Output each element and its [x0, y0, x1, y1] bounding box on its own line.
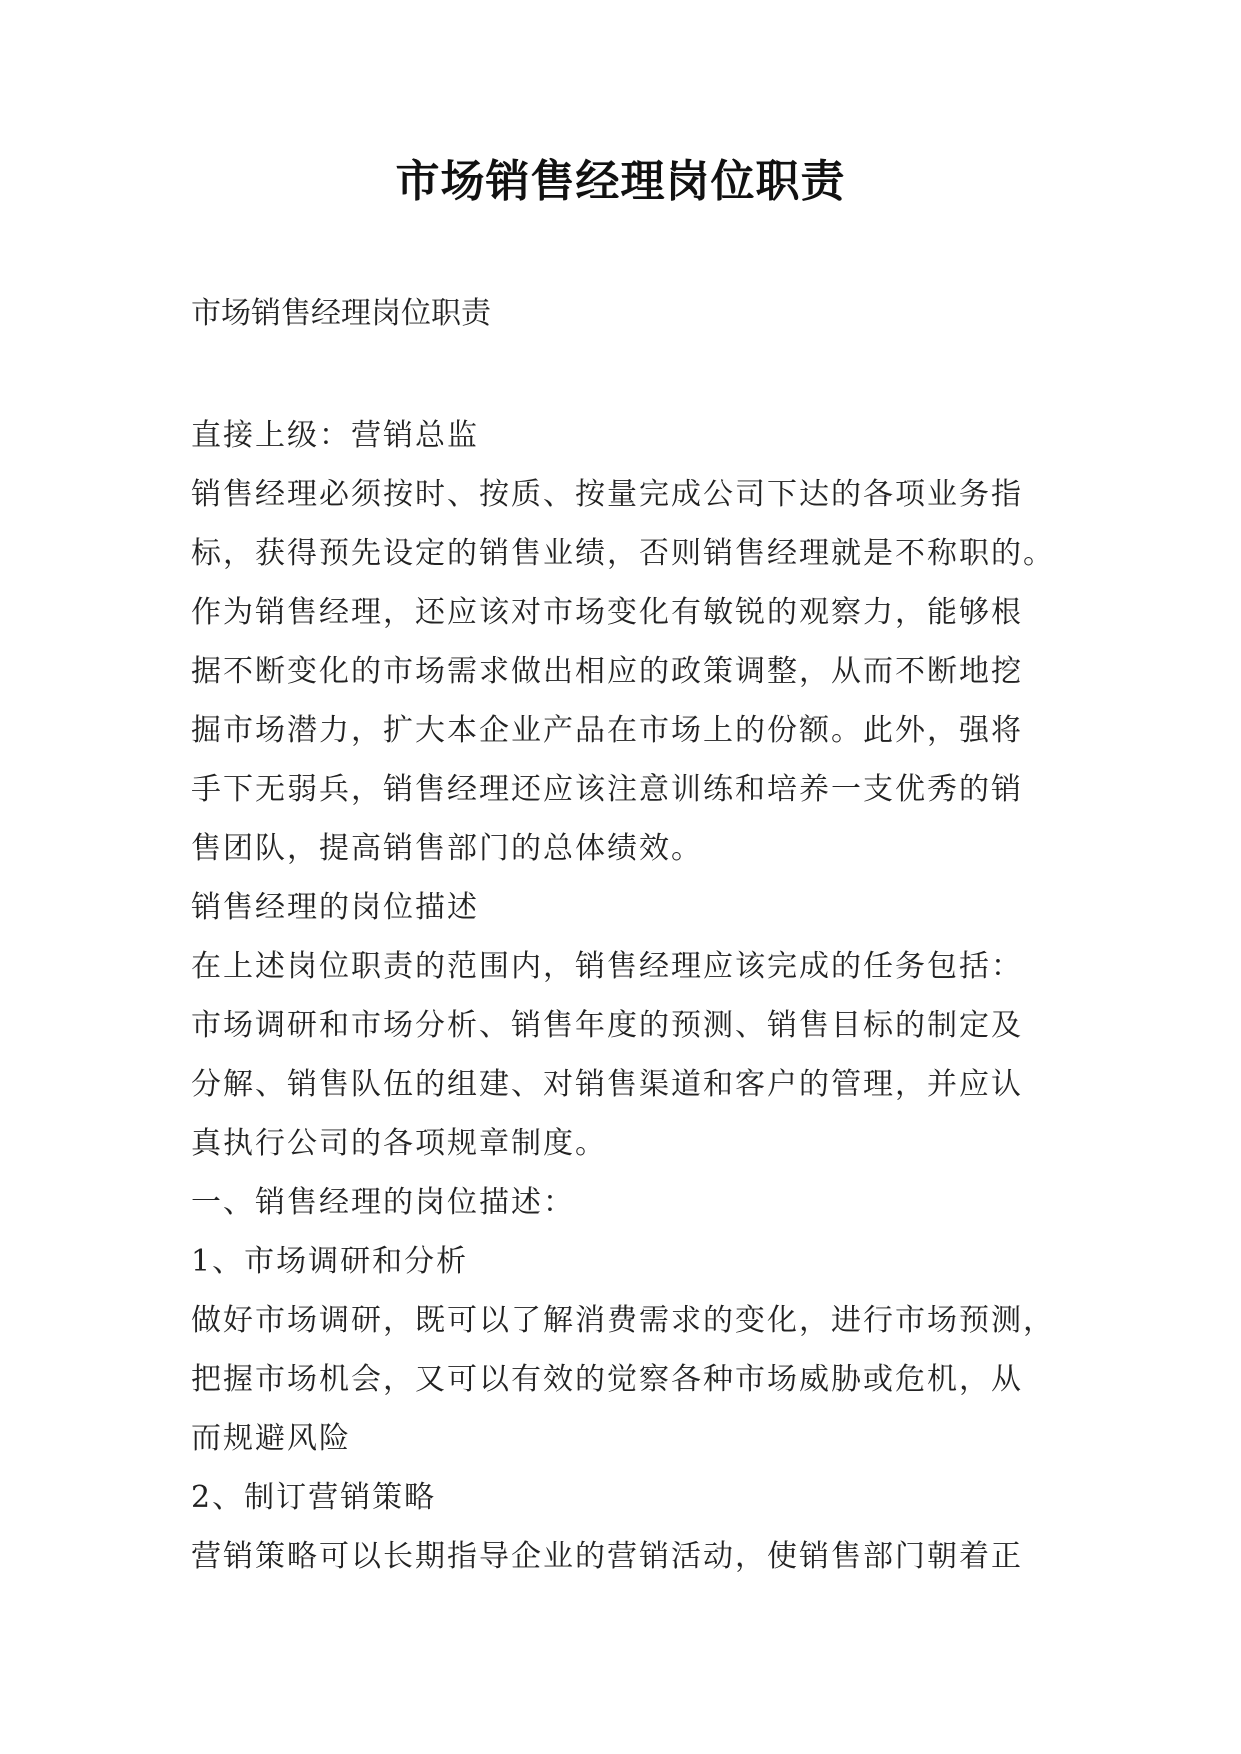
section-heading: 一、销售经理的岗位描述：: [191, 1185, 575, 1220]
body-line: 真执行公司的各项规章制度。: [191, 1126, 607, 1161]
body-line: 把握市场机会，又可以有效的觉察各种市场威胁或危机，从: [191, 1362, 1023, 1397]
body-line: 据不断变化的市场需求做出相应的政策调整，从而不断地挖: [191, 654, 1023, 689]
body-line: 直接上级：营销总监: [191, 418, 479, 453]
document-body: [191, 406, 1063, 1586]
body-line: 分解、销售队伍的组建、对销售渠道和客户的管理，并应认: [191, 1067, 1023, 1102]
body-line: 作为销售经理，还应该对市场变化有敏锐的观察力，能够根: [191, 595, 1023, 630]
body-line: 标，获得预先设定的销售业绩，否则销售经理就是不称职的。: [191, 536, 1055, 571]
section-heading: 销售经理的岗位描述: [191, 890, 479, 925]
document-subtitle: 市场销售经理岗位职责: [191, 296, 491, 331]
body-line: 手下无弱兵，销售经理还应该注意训练和培养一支优秀的销: [191, 772, 1023, 807]
body-line: 营销策略可以长期指导企业的营销活动，使销售部门朝着正: [191, 1539, 1023, 1574]
body-line: 做好市场调研，既可以了解消费需求的变化，进行市场预测，: [191, 1303, 1055, 1338]
body-line: 而规避风险: [191, 1421, 351, 1456]
body-line: 市场调研和市场分析、销售年度的预测、销售目标的制定及: [191, 1008, 1023, 1043]
subsection-heading: 2、制订营销策略: [191, 1480, 437, 1515]
body-line: 在上述岗位职责的范围内，销售经理应该完成的任务包括：: [191, 949, 1023, 984]
document-title: 市场销售经理岗位职责: [395, 156, 846, 207]
subsection-heading: 1、市场调研和分析: [191, 1244, 469, 1279]
body-line: 掘市场潜力，扩大本企业产品在市场上的份额。此外，强将: [191, 713, 1023, 748]
body-line: 售团队，提高销售部门的总体绩效。: [191, 831, 703, 866]
body-line: 销售经理必须按时、按质、按量完成公司下达的各项业务指: [191, 477, 1023, 512]
